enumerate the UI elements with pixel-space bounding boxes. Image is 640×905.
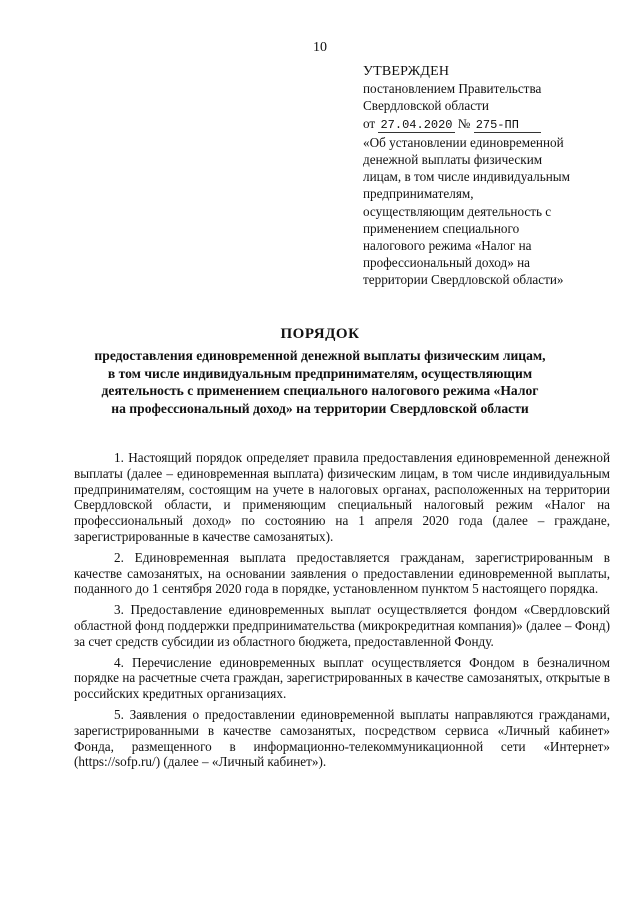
approval-line-2: Свердловской области	[363, 98, 489, 114]
date-prefix: от	[363, 115, 376, 131]
approval-date: 27.04.2020	[380, 117, 453, 132]
paragraph-1: 1. Настоящий порядок определяет правила предоставления единовременной денежной выплаты (далее – единовременная выплата) физическим лицам, в том числе индивидуальным предпринимателям, состоящим на учете в налоговых органах, расположенных на территории Свердловской области, и применяющим специальный налоговый режим «Налог на профессиональный доход» по состоянию на 1 апреля 2020 года (далее – граждане, зарегистрированные в качестве самозанятых).	[74, 450, 610, 544]
approval-block	[363, 63, 613, 289]
subject-line: лицам, в том числе индивидуальным	[363, 169, 570, 185]
subject-line: предпринимателям,	[363, 186, 474, 202]
subtitle-line: предоставления единовременной денежной выплаты физическим лицам,	[94, 348, 546, 363]
subtitle-line: на профессиональный доход» на территории Свердловской области	[111, 400, 529, 416]
subject-line: налогового режима «Налог на	[363, 238, 532, 254]
approval-line-1: постановлением Правительства	[363, 81, 542, 97]
page-number: 10	[313, 40, 327, 55]
paragraph-4: 4. Перечисление единовременных выплат осуществляется Фондом в безналичном порядке на расчетные счета граждан, зарегистрированных в качестве самозанятых, открытые в российских кредитных организациях.	[74, 654, 610, 702]
number-prefix: №	[457, 115, 471, 131]
approval-date-line	[363, 115, 613, 134]
subtitle-line: деятельность с применением специального налогового режима «Налог	[101, 383, 539, 399]
document-title	[0, 326, 640, 417]
subtitle-line: в том числе индивидуальным предпринимателям, осуществляющим	[107, 365, 533, 381]
title-main: ПОРЯДОК	[280, 326, 360, 342]
subject-line: денежной выплаты физическим	[363, 152, 543, 168]
approval-heading: УТВЕРЖДЕН	[363, 64, 450, 79]
document-body	[74, 450, 610, 775]
subject-line: «Об установлении единовременной	[363, 134, 564, 150]
title-subtitle	[0, 347, 640, 417]
approval-number: 275-ПП	[474, 118, 541, 133]
paragraph-5: 5. Заявления о предоставлении единовременной выплаты направляются гражданами, зарегистрированными в качестве самозанятых, посредством сервиса «Личный кабинет» Фонда, размещенного в информационно-телекоммуникационной сети «Интернет» (https://sofp.ru/) (далее – «Личный кабинет»).	[74, 706, 610, 770]
subject-line: применением специального	[363, 220, 520, 236]
subject-line: территории Свердловской области»	[363, 272, 564, 288]
subject-line: профессиональный доход» на	[363, 255, 531, 271]
subject-line: осуществляющим деятельность с	[363, 203, 552, 219]
paragraph-3: 3. Предоставление единовременных выплат осуществляется фондом «Свердловский областной фонд поддержки предпринимательства (микрокредитная компания)» (далее – Фонд) за счет средств субсидии из областного бюджета, предоставленной Фонду.	[74, 602, 610, 649]
paragraph-2: 2. Единовременная выплата предоставляется гражданам, зарегистрированным в качестве самозанятых, на основании заявления о предоставлении единовременной выплаты, поданного до 1 сентября 2020 года в порядке, установленном пунктом 5 настоящего порядка.	[74, 549, 610, 597]
